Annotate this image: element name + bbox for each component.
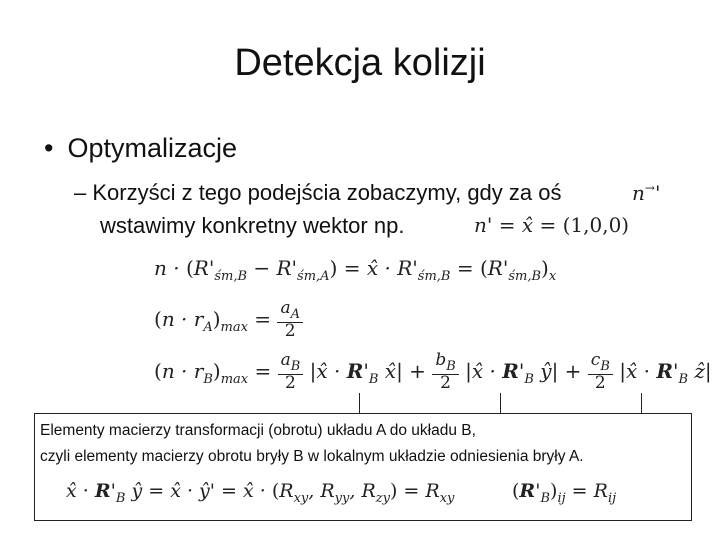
connector-line: [641, 393, 642, 413]
bullet-marker: •: [44, 133, 54, 163]
sub-bullet-line-1: – Korzyści z tego podejścia zobaczymy, gdy za oś: [74, 180, 562, 205]
equation-3: $(n \cdot r_B)_{max}$ = $\frac{a_B}{2}$ |x̂ · $R'_B$ x̂| + $\frac{b_B}{2}$ |x̂ · $R'_B$ ŷ| + $\frac{c_B}{2}$ |x̂ · $R'_B$ ẑ|: [154, 350, 712, 393]
annotation-line-1: Elementy macierzy transformacji (obrotu) układu A do układu B,: [40, 422, 476, 439]
sub-bullet-line-2: wstawimy konkretny wektor np.: [100, 213, 405, 238]
slide-title: Detekcja kolizji: [234, 42, 486, 84]
axis-vector-n: n→': [632, 181, 661, 205]
annotation-line-2: czyli elementy macierzy obrotu bryły B w lokalnym układzie odniesienia bryły A.: [40, 448, 584, 465]
equation-2: $(n \cdot r_A)_{max}$ = $\frac{a_A}{2}$: [154, 300, 303, 340]
annotation-formula-2: $(R'_B)_{ij} = R_{ij}$: [512, 480, 617, 506]
connector-line: [359, 393, 360, 413]
bullet-item: [44, 133, 237, 164]
annotation-formula-1: x̂ · $R'_B$ ŷ = x̂ · ŷ' = x̂ · ($R_{xy}$, $R_{yy}$, $R_{zy}) = R_{xy}$: [66, 480, 455, 506]
bullet-text: Optymalizacje: [67, 133, 238, 163]
connector-line: [500, 393, 501, 413]
equation-1: $n \cdot (R'_{śm,B} - R'_{śm,A})$ = x̂ · $R'_{śm,B} = (R'_{śm,B})_x$: [154, 256, 557, 284]
inline-formula: n' = x̂ = (1,0,0): [474, 213, 630, 237]
